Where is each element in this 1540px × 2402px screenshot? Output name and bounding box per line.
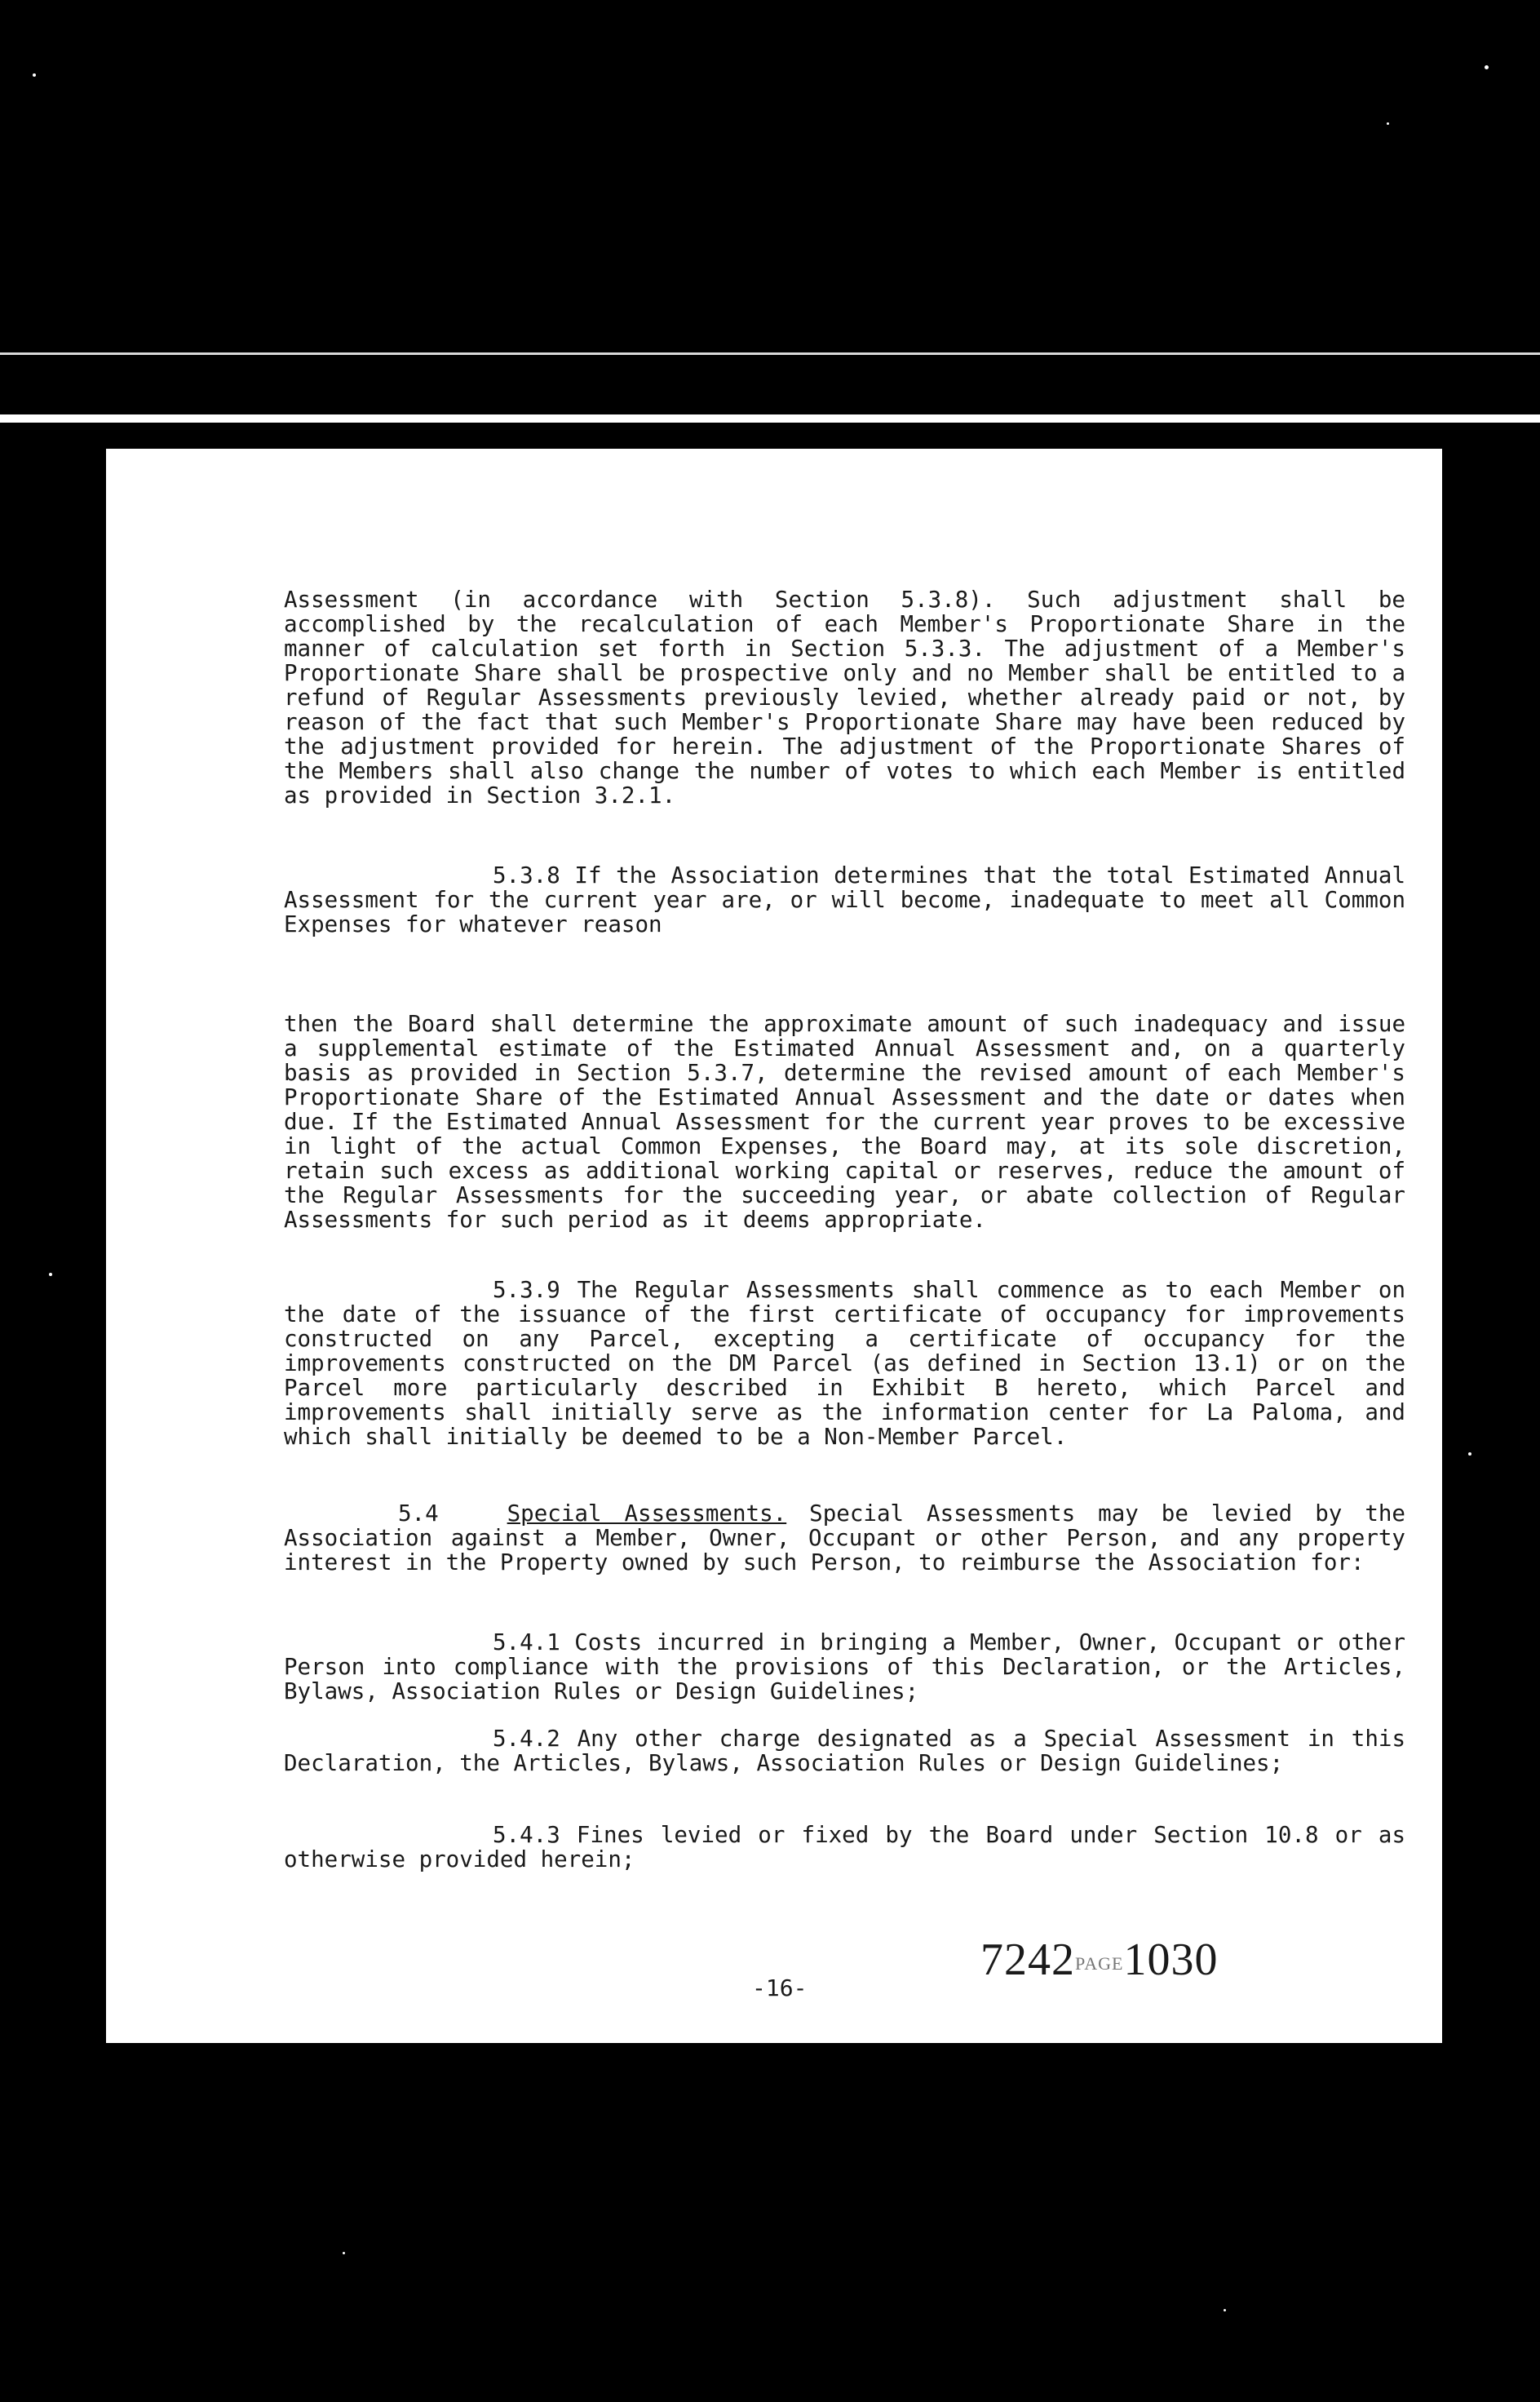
stamp-page-label: PAGE xyxy=(1075,1953,1124,1974)
paragraph-5-4-1-text: 5.4.1 Costs incurred in bringing a Member, Owner, Occupant or other Person into compliance with the provisions of this Declaration, or the Articles, Bylaws, Association Rules or Design Guidelines; xyxy=(284,1629,1405,1704)
paragraph-5-4-3-text: 5.4.3 Fines levied or fixed by the Board under Section 10.8 or as otherwise provided herein; xyxy=(284,1822,1405,1872)
scan-speck xyxy=(1485,65,1489,69)
recording-stamp xyxy=(980,1934,1218,1986)
scan-speck xyxy=(49,1273,52,1276)
paragraph-assessment-adjustment: Assessment (in accordance with Section 5.3.8). Such adjustment shall be accomplished by the recalculation of each Member's Proportionate Share in the manner of calculation set forth in Section 5.3.3. The adjustment of a Member's Proportionate Share shall be prospective only and no Member shall be entitled to a refund of Regular Assessments previously levied, whether already paid or not, by reason of the fact that such Member's Proportionate Share may have been reduced by the adjustment provided for herein. The adjustment of the Proportionate Shares of the Members shall also change the number of votes to which each Member is entitled as provided in Section 3.2.1. xyxy=(284,587,1405,809)
paragraph-5-4-2-text: 5.4.2 Any other charge designated as a Special Assessment in this Declaration, the Articles, Bylaws, Association Rules or Design Guidelines; xyxy=(284,1726,1405,1776)
page-number: -16- xyxy=(752,1974,808,2001)
scan-edge-bar xyxy=(0,414,1540,423)
paragraph-5-4-text: Special Assessments may be levied by the Association against a Member, Owner, Occupant or other Person, and any property interest in the Property owned by such Person, to reimburse the Association for: xyxy=(284,1500,1405,1575)
document-page xyxy=(106,449,1442,2043)
scan-speck xyxy=(1224,2309,1226,2311)
section-heading: Special Assessments. xyxy=(507,1500,787,1527)
section-number: 5.4 xyxy=(398,1500,439,1527)
scan-speck xyxy=(1468,1452,1471,1456)
paragraph-5-3-9 xyxy=(284,1278,1405,1449)
paragraph-5-3-9-text: 5.3.9 The Regular Assessments shall commence as to each Member on the date of the issuance of the first certificate of occupancy for improvements constructed on any Parcel, excepting a certificate of occupancy for the improvements constructed on the DM Parcel (as defined in Section 13.1) or on the Parcel more particularly described in Exhibit B hereto, which Parcel and improvements shall initially serve as the information center for La Paloma, and which shall initially be deemed to be a Non-Member Parcel. xyxy=(284,1277,1405,1450)
paragraph-5-4-3 xyxy=(284,1823,1405,1872)
paragraph-5-3-8 xyxy=(284,863,1405,937)
paragraph-5-3-8-text: 5.3.8 If the Association determines that the total Estimated Annual Assessment for the current year are, or will become, inadequate to meet all Common Expenses for whatever reason xyxy=(284,862,1405,937)
scan-edge-line xyxy=(0,352,1540,355)
paragraph-board-determination: then the Board shall determine the approximate amount of such inadequacy and issue a supplemental estimate of the Estimated Annual Assessment and, on a quarterly basis as provided in Section 5.3.7, determine the revised amount of each Member's Proportionate Share of the Estimated Annual Assessment and the date or dates when due. If the Estimated Annual Assessment for the current year proves to be excessive in light of the actual Common Expenses, the Board may, at its sole discretion, retain such excess as additional working capital or reserves, reduce the amount of the Regular Assessments for the succeeding year, or abate collection of Regular Assessments for such period as it deems appropriate. xyxy=(284,1011,1405,1233)
paragraph-5-4-1 xyxy=(284,1630,1405,1704)
scan-speck xyxy=(343,2252,345,2254)
scan-speck xyxy=(33,73,36,77)
stamp-book-number: 7242 xyxy=(980,1934,1075,1985)
stamp-page-number: 1030 xyxy=(1123,1934,1219,1985)
scan-speck xyxy=(1387,122,1389,125)
paragraph-5-4-2 xyxy=(284,1726,1405,1775)
paragraph-5-4-special-assessments xyxy=(284,1501,1405,1575)
